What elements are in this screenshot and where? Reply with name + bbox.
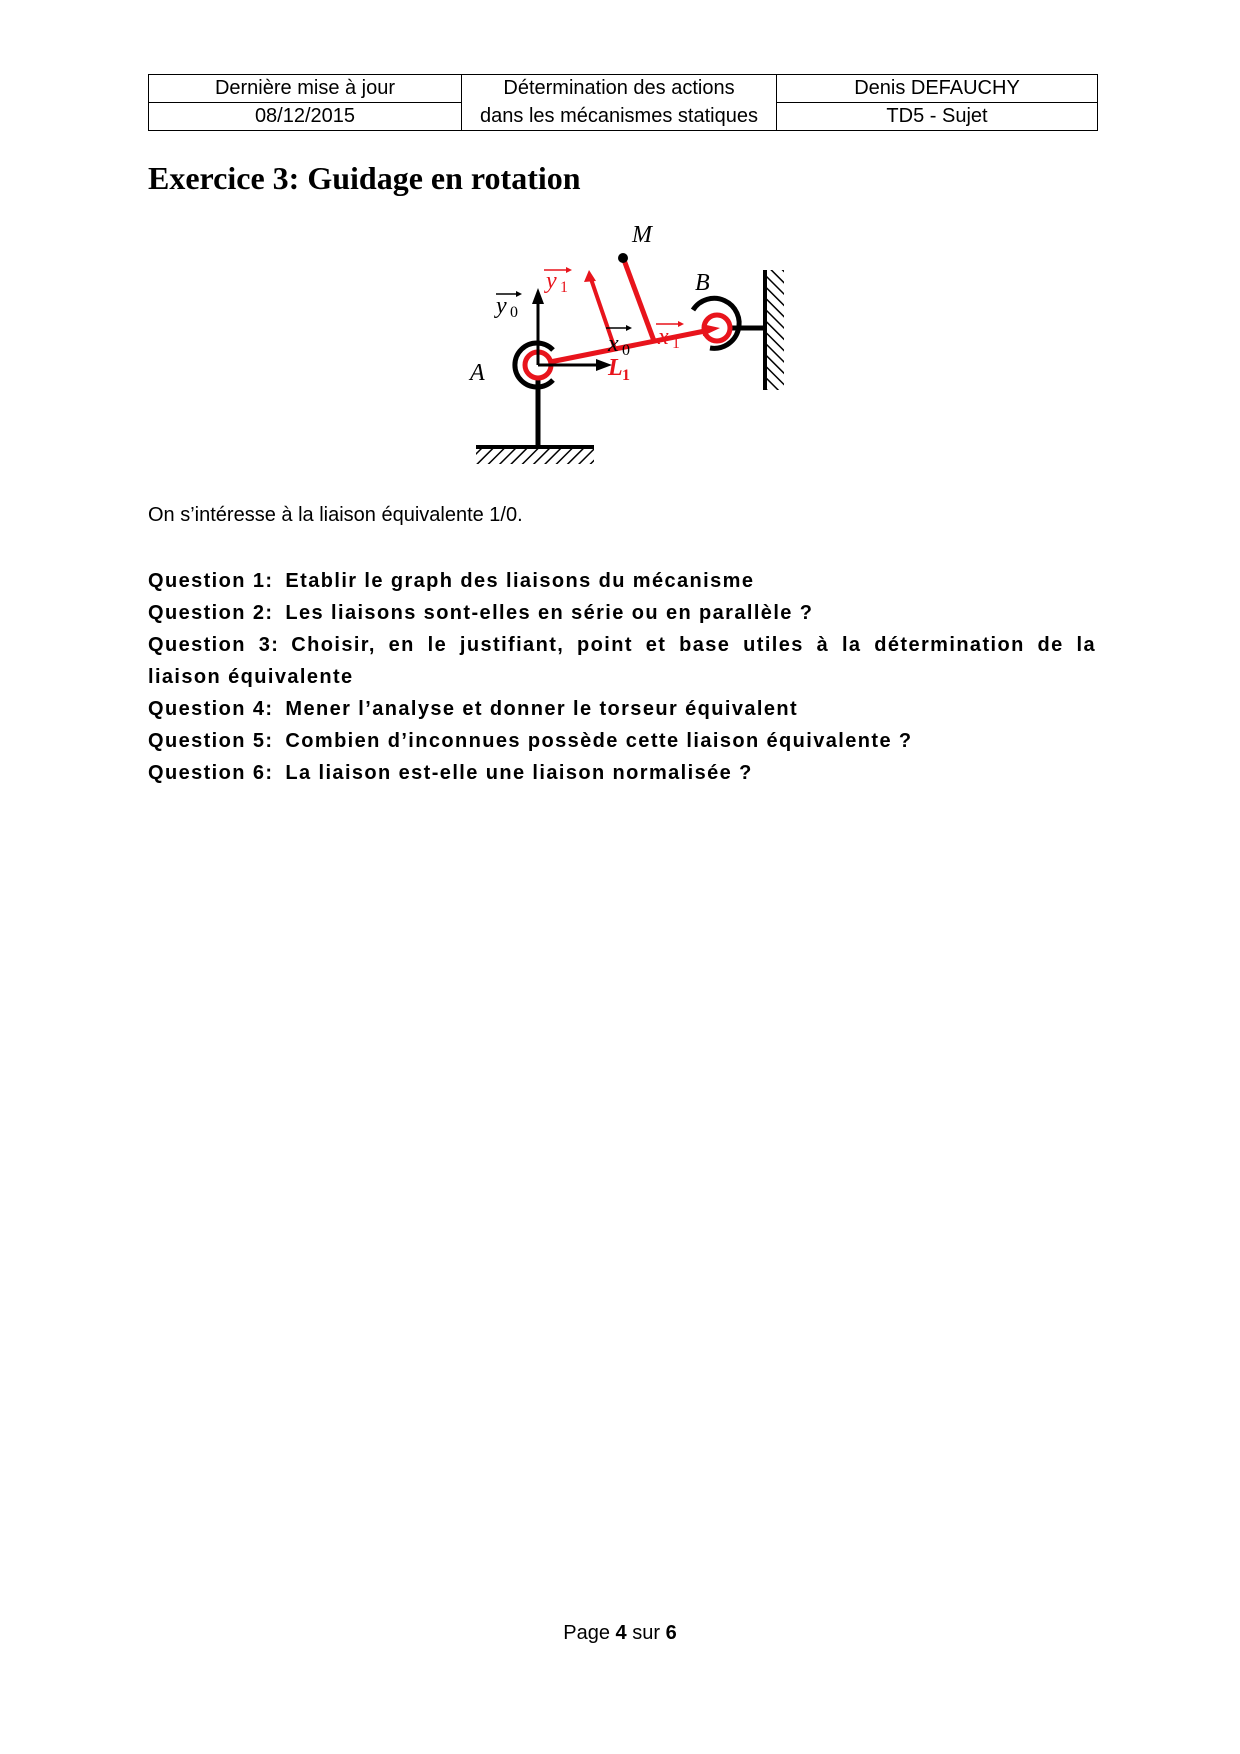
label-y1 (544, 267, 572, 296)
label-a: A (470, 360, 485, 386)
header-last-update-label: Dernière mise à jour (149, 75, 462, 103)
question-5: Question 5: Combien d’inconnues possède cette liaison équivalente ? (148, 730, 913, 752)
label-l1 (607, 355, 630, 384)
header-date: 08/12/2015 (149, 103, 462, 131)
question-list (148, 565, 1096, 789)
header-subject-line2: dans les mécanismes statiques (462, 103, 777, 131)
question-3: Question 3: Choisir, en le justifiant, point et base utiles à la détermination de la liaison équivalente (148, 634, 1096, 688)
svg-text:1: 1 (622, 367, 630, 384)
question-1: Question 1: Etablir le graph des liaisons du mécanisme (148, 570, 755, 592)
header-table (148, 74, 1098, 131)
label-m: M (632, 222, 652, 248)
exercise-title: Exercice 3: Guidage en rotation (148, 160, 581, 196)
page-number: 4 (615, 1622, 627, 1644)
page-footer: Page 4 sur 6 (563, 1622, 677, 1644)
svg-text:y: y (546, 268, 557, 294)
label-b: B (695, 270, 710, 296)
header-doc-id: TD5 - Sujet (777, 103, 1098, 131)
question-4: Question 4: Mener l’analyse et donner le torseur équivalent (148, 698, 799, 720)
svg-text:1: 1 (560, 279, 568, 296)
svg-text:1: 1 (672, 335, 680, 352)
header-subject-line1: Détermination des actions (462, 75, 777, 103)
svg-text:0: 0 (622, 342, 630, 359)
page-total: 6 (665, 1622, 677, 1644)
label-y0 (494, 291, 522, 321)
label-x0 (606, 325, 632, 359)
svg-text:x: x (658, 324, 669, 350)
svg-text:y: y (496, 293, 507, 319)
question-6: Question 6: La liaison est-elle une liaison normalisée ? (148, 762, 753, 784)
header-author: Denis DEFAUCHY (777, 75, 1098, 103)
mechanism-diagram (460, 220, 800, 480)
intro-text: On s’intéresse à la liaison équivalente 1/0. (148, 504, 523, 526)
svg-text:x: x (608, 331, 619, 357)
svg-text:0: 0 (510, 304, 518, 321)
question-2: Question 2: Les liaisons sont-elles en série ou en parallèle ? (148, 602, 814, 624)
svg-text:L: L (608, 355, 623, 381)
